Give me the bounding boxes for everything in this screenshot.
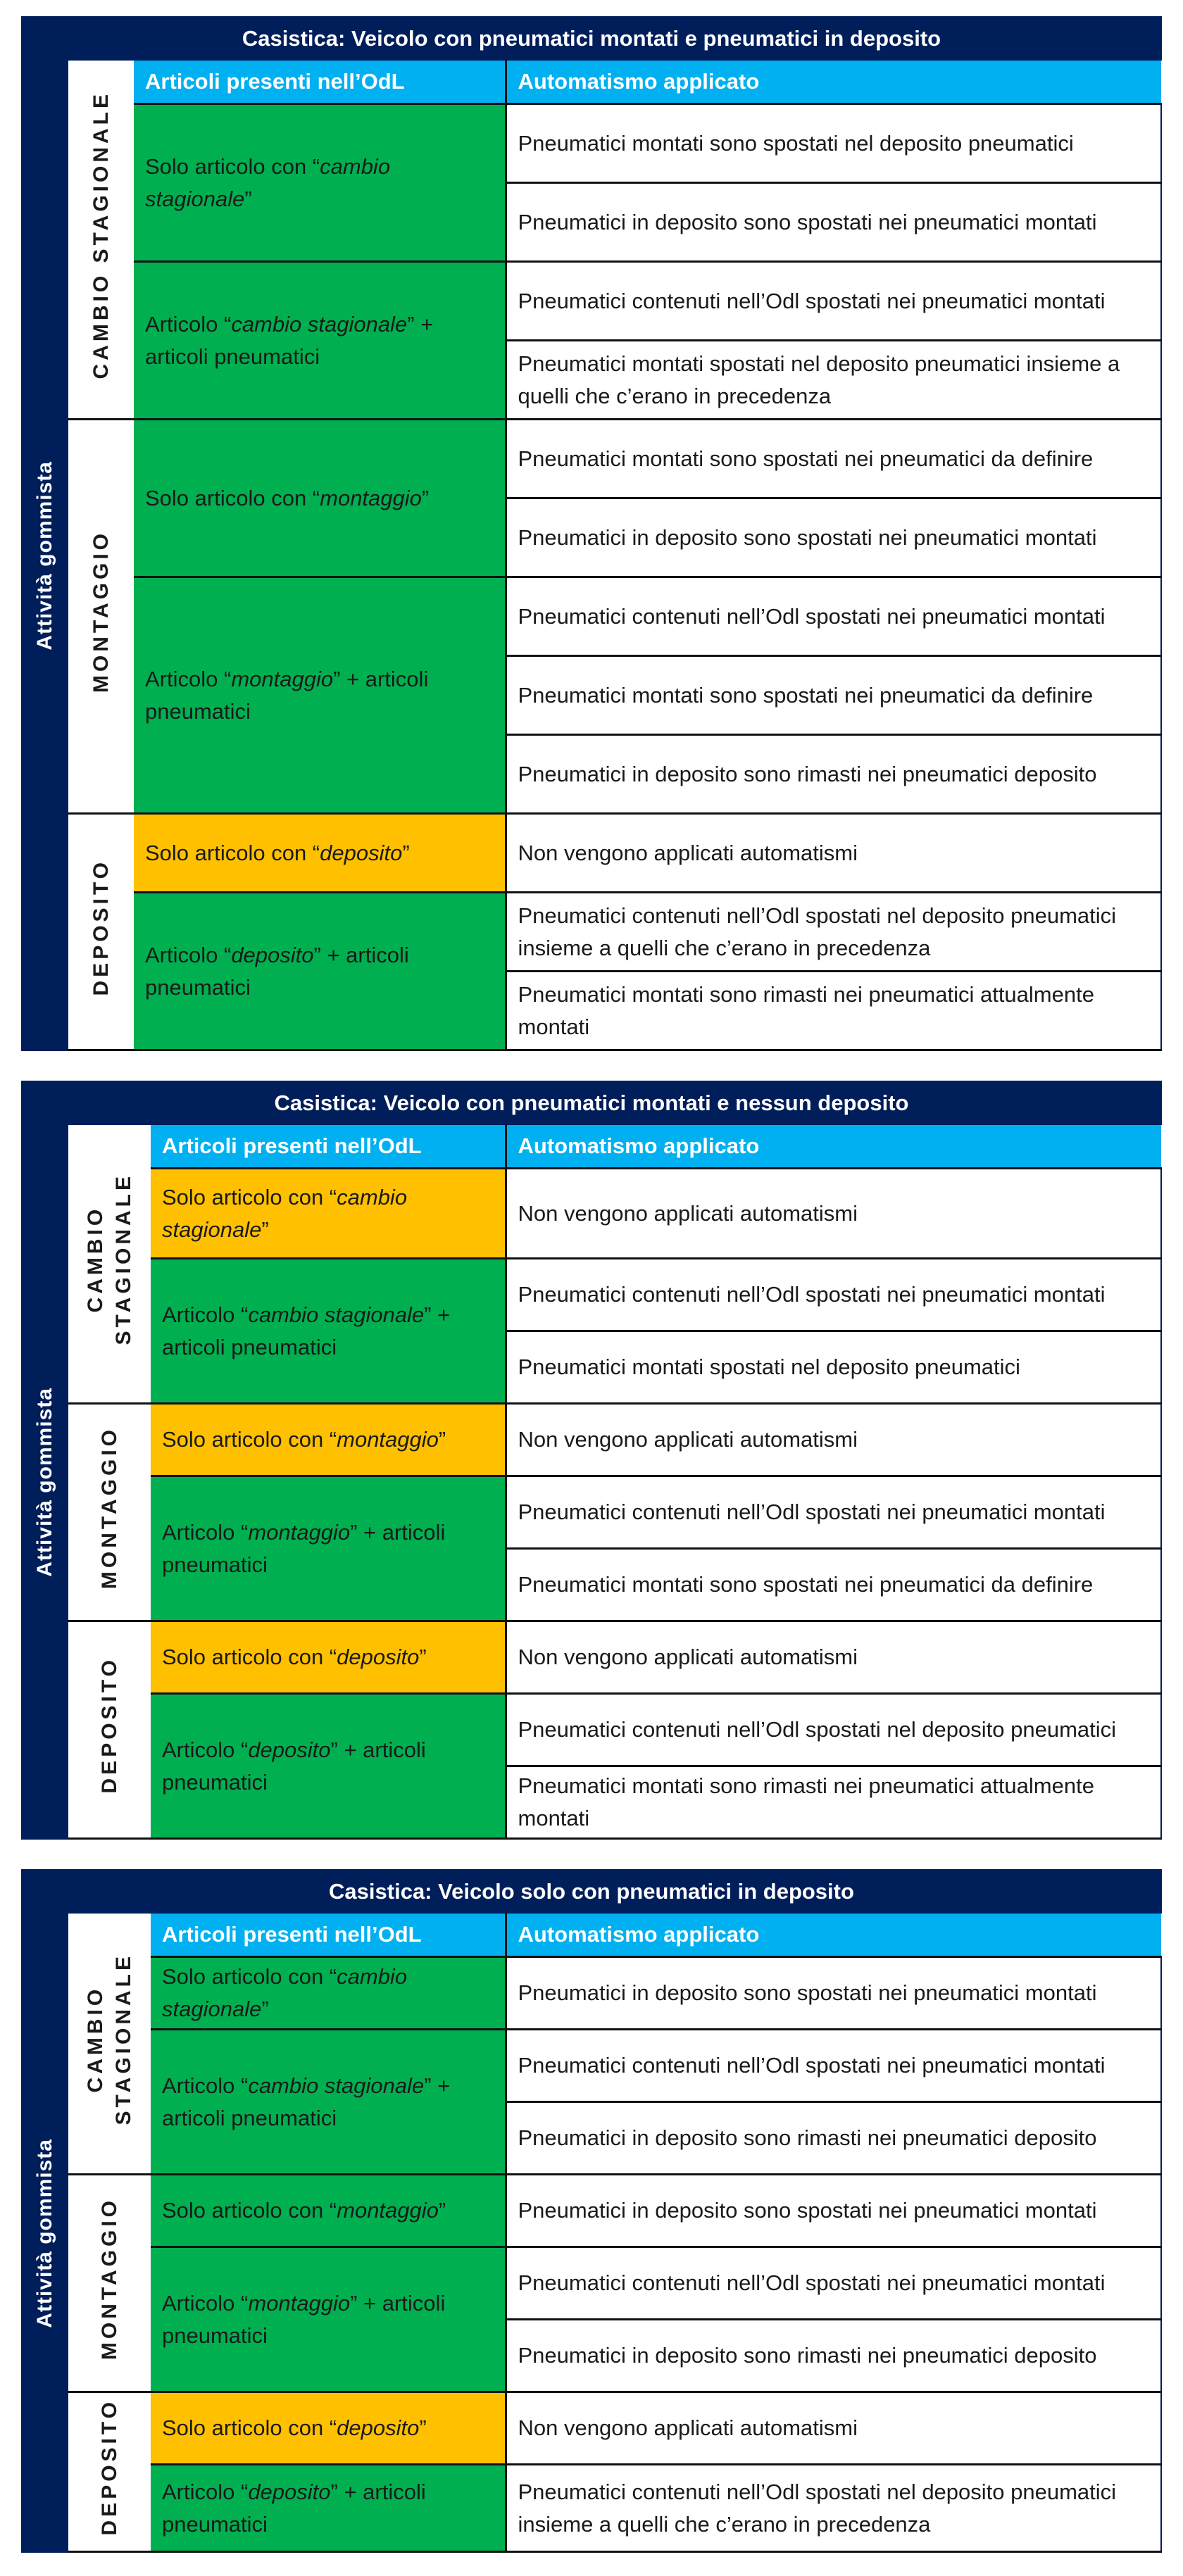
- category-label-line: DEPOSITO: [97, 2399, 121, 2536]
- automatism-cell: Non vengono applicati automatismi: [506, 1169, 1161, 1259]
- category-cell: [68, 2175, 151, 2392]
- automatism-cell: Pneumatici montati sono spostati nei pneumatici da definire: [506, 1549, 1161, 1621]
- article-keyword: deposito: [248, 1737, 331, 1762]
- article-keyword: deposito: [248, 2479, 331, 2504]
- header-row: [68, 1125, 1161, 1169]
- automatism-cell: Pneumatici contenuti nell’Odl spostati nel deposito pneumatici insieme a quelli che c’erano in precedenza: [506, 893, 1161, 972]
- side-label-cell: [21, 1125, 68, 1840]
- category-label-line: CAMBIO STAGIONALE: [89, 90, 113, 379]
- article-text: Articolo “: [145, 311, 232, 337]
- case-table: [21, 1869, 1162, 2553]
- automatism-cell: Non vengono applicati automatismi: [506, 2392, 1161, 2465]
- article-text: Solo articolo con “: [145, 153, 320, 179]
- article-text: Solo articolo con “: [162, 1184, 337, 1210]
- article-text: ”: [421, 485, 430, 510]
- category-label-line: STAGIONALE: [111, 1952, 135, 2125]
- table-body: [21, 61, 1162, 1051]
- table-row: [68, 2030, 1161, 2102]
- column-header-automatism: Automatismo applicato: [506, 1914, 1161, 1957]
- article-text: ”: [261, 1997, 269, 2021]
- table-row: [68, 1259, 1161, 1331]
- article-text: ”: [419, 2415, 427, 2440]
- side-label: Attività gommista: [32, 2138, 56, 2328]
- automatism-cell: Pneumatici contenuti nell’Odl spostati nei pneumatici montati: [506, 1476, 1161, 1549]
- category-label-line: MONTAGGIO: [89, 530, 113, 693]
- automatism-cell: Pneumatici montati sono rimasti nei pneumatici attualmente montati: [506, 1766, 1161, 1839]
- article-cell: [151, 2392, 506, 2465]
- article-keyword: montaggio: [231, 666, 334, 691]
- article-text: ”: [261, 1217, 269, 1242]
- automatism-cell: Pneumatici in deposito sono spostati nei pneumatici montati: [506, 498, 1161, 577]
- category-cell: [68, 814, 134, 1050]
- article-text: ” + articoli pneumatici: [145, 666, 429, 724]
- column-header-articles: Articoli presenti nell’OdL: [151, 1914, 506, 1957]
- automatism-cell: Pneumatici contenuti nell’Odl spostati nel deposito pneumatici: [506, 1694, 1161, 1766]
- column-header-automatism: Automatismo applicato: [506, 61, 1161, 104]
- table-row: [68, 1694, 1161, 1766]
- article-cell: [151, 1259, 506, 1404]
- table-row: [68, 1169, 1161, 1259]
- category-label-line: MONTAGGIO: [97, 2197, 121, 2361]
- article-text: Articolo “: [162, 2073, 249, 2098]
- header-row: [68, 1914, 1161, 1957]
- article-keyword: deposito: [337, 2415, 420, 2440]
- article-text: ”: [402, 840, 410, 865]
- article-keyword: cambio stagionale: [231, 311, 408, 337]
- automatism-cell: Pneumatici montati sono rimasti nei pneumatici attualmente montati: [506, 972, 1161, 1050]
- article-cell: [151, 1476, 506, 1621]
- article-keyword: deposito: [337, 1645, 420, 1669]
- table-row: [68, 577, 1161, 656]
- automatism-cell: Pneumatici montati sono spostati nei pneumatici da definire: [506, 420, 1161, 498]
- article-text: Articolo “: [145, 666, 232, 691]
- article-text: ” + articoli pneumatici: [162, 2479, 426, 2537]
- category-label: [96, 2399, 124, 2535]
- category-cell: [68, 1621, 151, 1839]
- category-label: [87, 91, 115, 379]
- automatism-cell: Non vengono applicati automatismi: [506, 1404, 1161, 1476]
- article-text: Solo articolo con “: [162, 1427, 337, 1452]
- article-keyword: montaggio: [337, 1427, 439, 1452]
- side-label: Attività gommista: [32, 1388, 56, 1577]
- category-cell: [68, 1914, 151, 2175]
- table-row: [68, 262, 1161, 341]
- article-text: Articolo “: [162, 1737, 249, 1762]
- article-text: Solo articolo con “: [162, 2198, 337, 2223]
- article-text: ” + articoli pneumatici: [162, 1737, 426, 1795]
- table-row: [68, 1404, 1161, 1476]
- category-cell: [68, 2392, 151, 2552]
- automatism-cell: Pneumatici contenuti nell’Odl spostati nei pneumatici montati: [506, 2247, 1161, 2320]
- automatism-cell: Non vengono applicati automatismi: [506, 1621, 1161, 1694]
- side-label-cell: [21, 61, 68, 1051]
- article-text: ” + articoli pneumatici: [162, 2073, 451, 2130]
- side-label: Attività gommista: [32, 461, 56, 651]
- table-row: [68, 2465, 1161, 2552]
- category-label-line: DEPOSITO: [97, 1657, 121, 1794]
- automatism-cell: Pneumatici in deposito sono spostati nei pneumatici montati: [506, 2175, 1161, 2247]
- category-cell: [68, 420, 134, 814]
- category-cell: [68, 1125, 151, 1404]
- article-cell: [151, 1694, 506, 1839]
- category-label: [96, 1657, 124, 1793]
- article-text: Articolo “: [162, 2479, 249, 2504]
- article-keyword: montaggio: [248, 2290, 351, 2316]
- category-label: [96, 2197, 124, 2360]
- table-row: [68, 2175, 1161, 2247]
- article-text: ” + articoli pneumatici: [145, 942, 409, 1000]
- article-text: Solo articolo con “: [162, 2415, 337, 2440]
- rules-table: [68, 1125, 1162, 1840]
- article-text: ” + articoli pneumatici: [162, 1302, 451, 1359]
- article-text: Articolo “: [162, 2290, 249, 2316]
- article-text: Articolo “: [162, 1519, 249, 1545]
- article-cell: [151, 1404, 506, 1476]
- automatism-cell: Pneumatici contenuti nell’Odl spostati nei pneumatici montati: [506, 262, 1161, 341]
- automatism-cell: Pneumatici contenuti nell’Odl spostati nel deposito pneumatici insieme a quelli che c’erano in precedenza: [506, 2465, 1161, 2552]
- article-text: Articolo “: [145, 942, 232, 967]
- table-title: Casistica: Veicolo con pneumatici montati e pneumatici in deposito: [242, 25, 941, 51]
- article-cell: [151, 1621, 506, 1694]
- category-label: [87, 859, 115, 995]
- category-cell: [68, 61, 134, 420]
- category-label-line: CAMBIO: [83, 1985, 107, 2092]
- case-table: [21, 1081, 1162, 1840]
- article-text: ”: [438, 2198, 446, 2223]
- automatism-cell: Pneumatici contenuti nell’Odl spostati nei pneumatici montati: [506, 2030, 1161, 2102]
- article-cell: [134, 262, 506, 420]
- automatism-cell: Pneumatici in deposito sono rimasti nei pneumatici deposito: [506, 2102, 1161, 2175]
- article-cell: [151, 1957, 506, 2030]
- article-text: ”: [419, 1645, 427, 1669]
- category-label: [87, 530, 115, 693]
- category-label-line: MONTAGGIO: [97, 1426, 121, 1590]
- article-cell: [134, 893, 506, 1050]
- table-row: [68, 2247, 1161, 2320]
- table-row: [68, 1621, 1161, 1694]
- article-text: Articolo “: [162, 1302, 249, 1327]
- article-text: Solo articolo con “: [162, 1964, 337, 1989]
- article-text: ”: [244, 186, 252, 211]
- article-text: ” + articoli pneumatici: [162, 1519, 446, 1577]
- category-label-line: STAGIONALE: [111, 1173, 135, 1345]
- category-label: [82, 1173, 138, 1345]
- article-keyword: cambio stagionale: [162, 1964, 408, 2021]
- rules-table: [68, 61, 1162, 1051]
- automatism-cell: Pneumatici montati spostati nel deposito pneumatici: [506, 1331, 1161, 1404]
- table-row: [68, 420, 1161, 498]
- article-keyword: montaggio: [320, 485, 422, 510]
- category-label: [82, 1953, 138, 2125]
- table-row: [68, 1476, 1161, 1549]
- article-text: ” + articoli pneumatici: [145, 311, 434, 369]
- article-cell: [134, 577, 506, 814]
- article-cell: [151, 2247, 506, 2392]
- table-row: [68, 1957, 1161, 2030]
- table-row: [68, 104, 1161, 183]
- article-cell: [151, 2465, 506, 2552]
- side-label-cell: [21, 1914, 68, 2553]
- category-label-line: DEPOSITO: [89, 858, 113, 996]
- table-row: [68, 893, 1161, 972]
- table-body: [21, 1125, 1162, 1840]
- article-cell: [134, 104, 506, 262]
- article-text: Solo articolo con “: [145, 840, 320, 865]
- article-text: Solo articolo con “: [145, 485, 320, 510]
- article-cell: [151, 2175, 506, 2247]
- article-keyword: deposito: [320, 840, 403, 865]
- automatism-cell: Pneumatici in deposito sono rimasti nei pneumatici deposito: [506, 735, 1161, 814]
- table-title: Casistica: Veicolo solo con pneumatici in deposito: [329, 1878, 854, 1904]
- article-text: ” + articoli pneumatici: [162, 2290, 446, 2348]
- automatism-cell: Pneumatici in deposito sono rimasti nei pneumatici deposito: [506, 2320, 1161, 2392]
- case-table: [21, 16, 1162, 1051]
- table-row: [68, 814, 1161, 893]
- article-keyword: deposito: [231, 942, 314, 967]
- automatism-cell: Pneumatici in deposito sono spostati nei pneumatici montati: [506, 183, 1161, 262]
- article-text: ”: [438, 1427, 446, 1452]
- header-row: [68, 61, 1161, 104]
- column-header-automatism: Automatismo applicato: [506, 1125, 1161, 1169]
- automatism-cell: Pneumatici montati sono spostati nei pneumatici da definire: [506, 656, 1161, 735]
- article-cell: [134, 420, 506, 577]
- article-cell: [151, 2030, 506, 2175]
- rules-table: [68, 1914, 1162, 2553]
- article-keyword: cambio stagionale: [145, 153, 391, 211]
- automatism-cell: Pneumatici contenuti nell’Odl spostati nei pneumatici montati: [506, 1259, 1161, 1331]
- article-keyword: cambio stagionale: [248, 1302, 425, 1327]
- automatism-cell: Pneumatici in deposito sono spostati nei pneumatici montati: [506, 1957, 1161, 2030]
- category-label: [96, 1426, 124, 1589]
- article-keyword: montaggio: [337, 2198, 439, 2223]
- column-header-articles: Articoli presenti nell’OdL: [151, 1125, 506, 1169]
- article-cell: [151, 1169, 506, 1259]
- automatism-cell: Pneumatici montati spostati nel deposito pneumatici insieme a quelli che c’erano in precedenza: [506, 341, 1161, 420]
- article-keyword: cambio stagionale: [248, 2073, 425, 2098]
- column-header-articles: Articoli presenti nell’OdL: [134, 61, 506, 104]
- article-text: Solo articolo con “: [162, 1645, 337, 1669]
- table-body: [21, 1914, 1162, 2553]
- category-label-line: CAMBIO: [83, 1205, 107, 1313]
- article-keyword: montaggio: [248, 1519, 351, 1545]
- table-title: Casistica: Veicolo con pneumatici montati e nessun deposito: [274, 1090, 909, 1115]
- category-cell: [68, 1404, 151, 1621]
- automatism-cell: Pneumatici contenuti nell’Odl spostati nei pneumatici montati: [506, 577, 1161, 656]
- table-row: [68, 2392, 1161, 2465]
- automatism-cell: Non vengono applicati automatismi: [506, 814, 1161, 893]
- article-cell: [134, 814, 506, 893]
- automatism-cell: Pneumatici montati sono spostati nel deposito pneumatici: [506, 104, 1161, 183]
- article-keyword: cambio stagionale: [162, 1184, 408, 1242]
